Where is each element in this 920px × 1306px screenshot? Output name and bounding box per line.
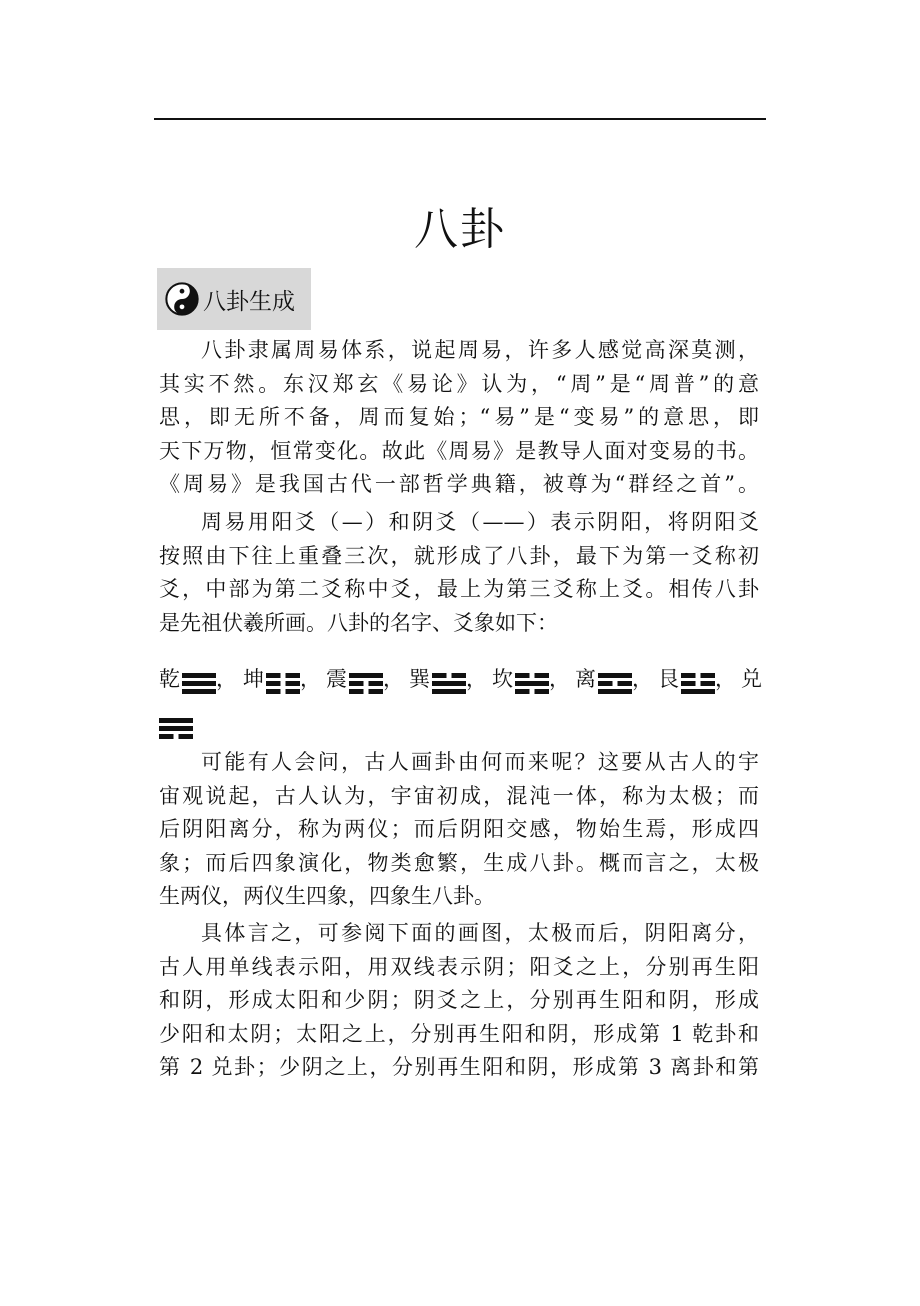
text-line: 天下万物，恒常变化。故此《周易》是教导人面对变易的书。 xyxy=(159,438,759,463)
text-line: 是先祖伏羲所画。八卦的名字、爻象如下： xyxy=(159,610,558,635)
trigram-8 xyxy=(741,664,762,694)
trigram-6 xyxy=(575,664,653,694)
trigram-symbol-icon xyxy=(182,672,216,694)
header-rule xyxy=(154,118,766,120)
section-title: 八卦生成 xyxy=(203,288,295,315)
trigram-3 xyxy=(326,664,404,694)
text-line: 按照由下往上重叠三次，就形成了八卦，最下为第一爻称初 xyxy=(159,543,759,568)
trigram-name: 震 xyxy=(326,667,347,691)
separator: ， xyxy=(549,667,570,691)
trigram-symbol-icon xyxy=(266,672,300,694)
trigram-4 xyxy=(409,664,487,694)
text-line: 第 2 兑卦；少阴之上，分别再生阳和阴，形成第 3 离卦和第 xyxy=(159,1055,759,1079)
trigram-2 xyxy=(243,664,321,694)
text-line: 古人用单线表示阳，用双线表示阴；阳爻之上，分别再生阳 xyxy=(159,954,759,979)
trigram-name: 巽 xyxy=(409,667,430,691)
page-title: 八卦 xyxy=(414,204,506,255)
paragraph-2 xyxy=(159,506,759,640)
taiji-icon xyxy=(165,282,199,316)
text-line: 宙观说起，古人认为，宇宙初成，混沌一体，称为太极；而 xyxy=(159,783,759,808)
text-line: 《周易》是我国古代一部哲学典籍，被尊为“群经之首”。 xyxy=(159,472,759,496)
trigram-name: 艮 xyxy=(658,667,679,691)
text-line: 象；而后四象演化，物类愈繁，生成八卦。概而言之，太极 xyxy=(159,850,759,875)
text-line: 后阴阳离分，称为两仪；而后阴阳交感，物始生焉，形成四 xyxy=(159,817,759,841)
trigram-symbol-icon xyxy=(515,672,549,694)
text-line: 其实不然。东汉郑玄《易论》认为，“周”是“周普”的意 xyxy=(159,371,759,396)
text-line: 可能有人会问，古人画卦由何而来呢？这要从古人的宇 xyxy=(201,750,759,774)
separator: ， xyxy=(383,667,404,691)
trigram-name: 坤 xyxy=(243,667,264,691)
trigram-name: 坎 xyxy=(492,667,513,691)
paragraph-4 xyxy=(159,917,759,1085)
trigram-symbol-icon xyxy=(681,672,715,694)
separator: ， xyxy=(466,667,487,691)
text-line: 爻，中部为第二爻称中爻，最上为第三爻称上爻。相传八卦 xyxy=(159,577,759,601)
trigram-name: 乾 xyxy=(159,667,180,691)
text-line: 具体言之，可参阅下面的画图，太极而后，阴阳离分， xyxy=(201,921,759,945)
separator: ， xyxy=(300,667,321,691)
trigram-symbol-icon xyxy=(349,672,383,694)
paragraph-1 xyxy=(159,334,759,502)
trigram-5 xyxy=(492,664,570,694)
text-line: 和阴，形成太阳和少阴；阴爻之上，分别再生阳和阴，形成 xyxy=(159,988,759,1012)
text-line: 八卦隶属周易体系，说起周易，许多人感觉高深莫测， xyxy=(201,338,759,362)
trigram-1 xyxy=(159,664,237,694)
text-line: 生两仪，两仪生四象，四象生八卦。 xyxy=(159,884,495,908)
text-line: 周易用阳爻（—）和阴爻（——）表示阴阳，将阴阳爻 xyxy=(201,510,759,534)
paragraph-3 xyxy=(159,746,759,914)
trigram-symbol-icon xyxy=(432,672,466,694)
section-heading xyxy=(157,268,311,330)
trigram-name: 离 xyxy=(575,667,596,691)
text-line: 少阳和太阴；太阳之上，分别再生阳和阴，形成第 1 乾卦和 xyxy=(159,1021,759,1046)
trigram-symbol-icon xyxy=(159,717,193,739)
trigram-symbol-icon xyxy=(598,672,632,694)
separator: ， xyxy=(632,667,653,691)
separator: ， xyxy=(715,667,736,691)
trigram-name: 兑 xyxy=(741,667,762,691)
text-line: 思，即无所不备，周而复始；“易”是“变易”的意思，即 xyxy=(159,405,759,429)
trigram-7 xyxy=(658,664,736,694)
trigram-list xyxy=(159,664,762,748)
separator: ， xyxy=(216,667,237,691)
